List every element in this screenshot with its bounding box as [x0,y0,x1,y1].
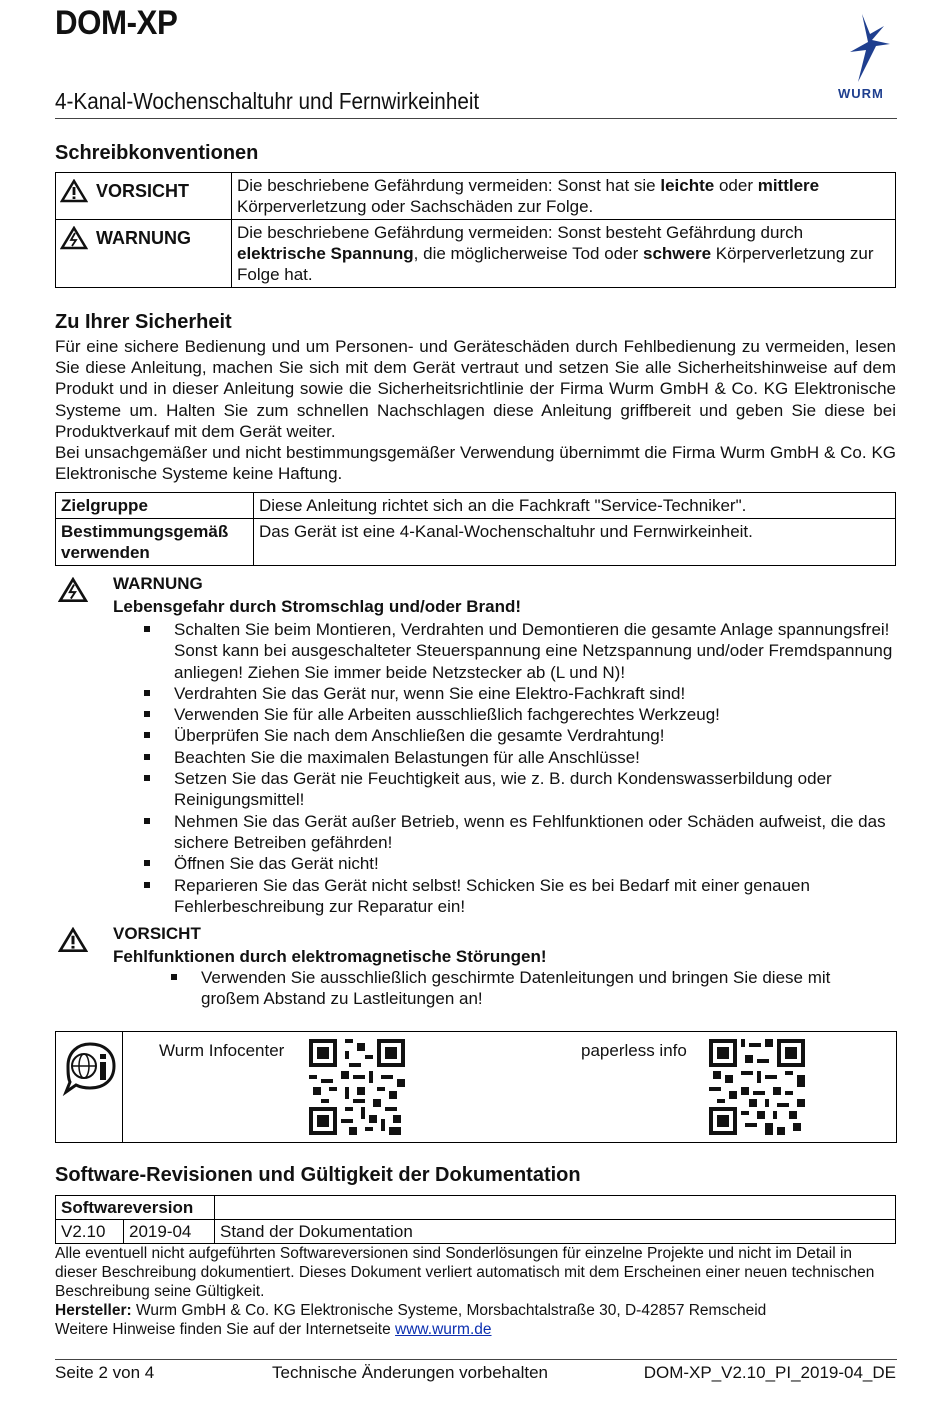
warning-subtitle: Lebensgefahr durch Stromschlag und/oder Brand! [113,597,522,616]
list-item: Setzen Sie das Gerät nie Feuchtigkeit aus, wie z. B. durch Kondenswasserbildung oder Reinigungsmittel! [174,768,894,811]
wurm-logo-icon [832,12,902,84]
caution-subtitle: Fehlfunktionen durch elektromagnetische Störungen! [113,947,547,966]
paperless-qr-code[interactable] [709,1039,805,1135]
logo-text: WURM [838,86,884,101]
manufacturer-line: Hersteller: Wurm GmbH & Co. KG Elektronische Systeme, Morsbachtalstraße 30, D-42857 Remscheid [55,1302,767,1319]
caution-block [58,923,898,1013]
page-number: Seite 2 von 4 [55,1363,155,1382]
list-item: Verwenden Sie für alle Arbeiten ausschließlich fachgerechtes Werkzeug! [174,704,894,725]
revisions-heading: Software-Revisionen und Gültigkeit der Dokumentation [55,1164,581,1186]
list-item: Verwenden Sie ausschließlich geschirmte Datenleitungen und bringen Sie diese mit großem Abstand zu Lastleitungen an! [201,967,891,1010]
revision-note: Stand der Dokumentation [215,1220,896,1244]
table-row [56,1196,896,1220]
safety-paragraph-1: Für eine sichere Bedienung und um Personen- und Geräteschäden durch Fehlbedienung zu vermeiden, lesen Sie diese Anleitung, machen Sie sich mit dem Gerät vertraut und setzen Sie alle Sicherheitshinweise auf dem Produkt und in dieser Anleitung sowie die Sicherheitsrichtlinie der Firma Wurm GmbH & Co. KG Elektronische Systeme um. Halten Sie zum schnellen Nachschlagen diese Anleitung griffbereit und geben Sie diese bei Produktverkauf mit dem Gerät weiter. [55,337,896,441]
usage-label: Bestimmungsgemäß verwenden [56,519,254,566]
warning-title: WARNUNG [113,574,203,593]
website-link[interactable]: www.wurm.de [395,1321,492,1338]
header-divider [55,118,897,119]
table-row [56,173,896,220]
website-line: Weitere Hinweise finden Sie auf der Internetseite www.wurm.de [55,1321,492,1338]
list-item: Öffnen Sie das Gerät nicht! [174,853,894,874]
list-item: Beachten Sie die maximalen Belastungen für alle Anschlüsse! [174,747,894,768]
list-item: Überprüfen Sie nach dem Anschließen die gesamte Verdrahtung! [174,725,894,746]
safety-text [55,336,896,484]
warnung-description: Die beschriebene Gefährdung vermeiden: Sonst besteht Gefährdung durch elektrische Spannung, die möglicherweise Tod oder schwere Körperverletzung zur Folge hat. [232,220,896,288]
caution-title: VORSICHT [113,924,201,943]
warning-list [174,619,894,917]
list-item: Verdrahten Sie das Gerät nur, wenn Sie eine Elektro-Fachkraft sind! [174,683,894,704]
target-group-table [55,492,896,566]
document-id: DOM-XP_V2.10_PI_2019-04_DE [643,1363,896,1382]
softwareversion-header: Softwareversion [56,1196,215,1220]
table-row [56,1220,896,1244]
document-title: DOM-XP [55,4,178,42]
vorsicht-label: VORSICHT [96,180,190,201]
list-item: Reparieren Sie das Gerät nicht selbst! Schicken Sie es bei Bedarf mit einer genauen Fehlerbeschreibung zur Reparatur ein! [174,875,894,918]
warning-triangle-icon [60,179,88,203]
revision-notes [55,1244,897,1339]
table-row [56,519,896,566]
document-subtitle: 4-Kanal-Wochenschaltuhr und Fernwirkeinheit [55,88,480,114]
zielgruppe-value: Diese Anleitung richtet sich an die Fachkraft "Service-Techniker". [254,493,896,519]
revision-date: 2019-04 [124,1220,215,1244]
conventions-table [55,172,896,288]
validity-note: Alle eventuell nicht aufgeführten Softwareversionen sind Sonderlösungen für einzelne Projekte und nicht im Detail in dieser Beschreibung dokumentiert. Dieses Dokument verliert automatisch mit dem Erscheinen einer neuen technischen Beschreibung seine Gültigkeit. [55,1245,875,1300]
infocenter-qr-code[interactable] [309,1039,405,1135]
table-row [56,220,896,288]
info-box [55,1031,897,1143]
safety-paragraph-2: Bei unsachgemäßer und nicht bestimmungsgemäßer Verwendung übernimmt die Firma Wurm GmbH & Co. KG Elektronische Systeme keine Haftung. [55,443,896,484]
info-speech-globe-icon [62,1040,118,1096]
revision-version: V2.10 [56,1220,124,1244]
usage-value: Das Gerät ist eine 4-Kanal-Wochenschaltuhr und Fernwirkeinheit. [254,519,896,566]
infocenter-label: Wurm Infocenter [159,1041,285,1060]
caution-list [201,967,891,1010]
footer-notice: Technische Änderungen vorbehalten [272,1363,548,1382]
table-row [56,493,896,519]
safety-heading: Zu Ihrer Sicherheit [55,311,232,333]
footer-divider [55,1359,897,1360]
warnung-label: WARNUNG [96,227,191,248]
vorsicht-description: Die beschriebene Gefährdung vermeiden: Sonst hat sie leichte oder mittlere Körperverletzung oder Sachschäden zur Folge. [232,173,896,220]
wurm-logo [832,12,902,104]
conventions-heading: Schreibkonventionen [55,142,259,164]
warning-triangle-icon [58,927,88,953]
revisions-table [55,1195,896,1244]
list-item: Schalten Sie beim Montieren, Verdrahten und Demontieren die gesamte Anlage spannungsfrei! Sonst kann bei ausgeschalteter Steuerspannung eine Netzspannung und/oder Fremdspannung anliegen! Ziehen Sie immer beide Netzstecker ab (L und N)! [174,619,894,683]
paperless-label: paperless info [581,1041,687,1060]
warning-block [58,573,898,918]
electric-warning-icon [58,577,88,603]
list-item: Nehmen Sie das Gerät außer Betrieb, wenn es Fehlfunktionen oder Schäden aufweist, die das sichere Betreiben gefährden! [174,811,894,854]
electric-warning-icon [60,226,88,250]
zielgruppe-label: Zielgruppe [56,493,254,519]
